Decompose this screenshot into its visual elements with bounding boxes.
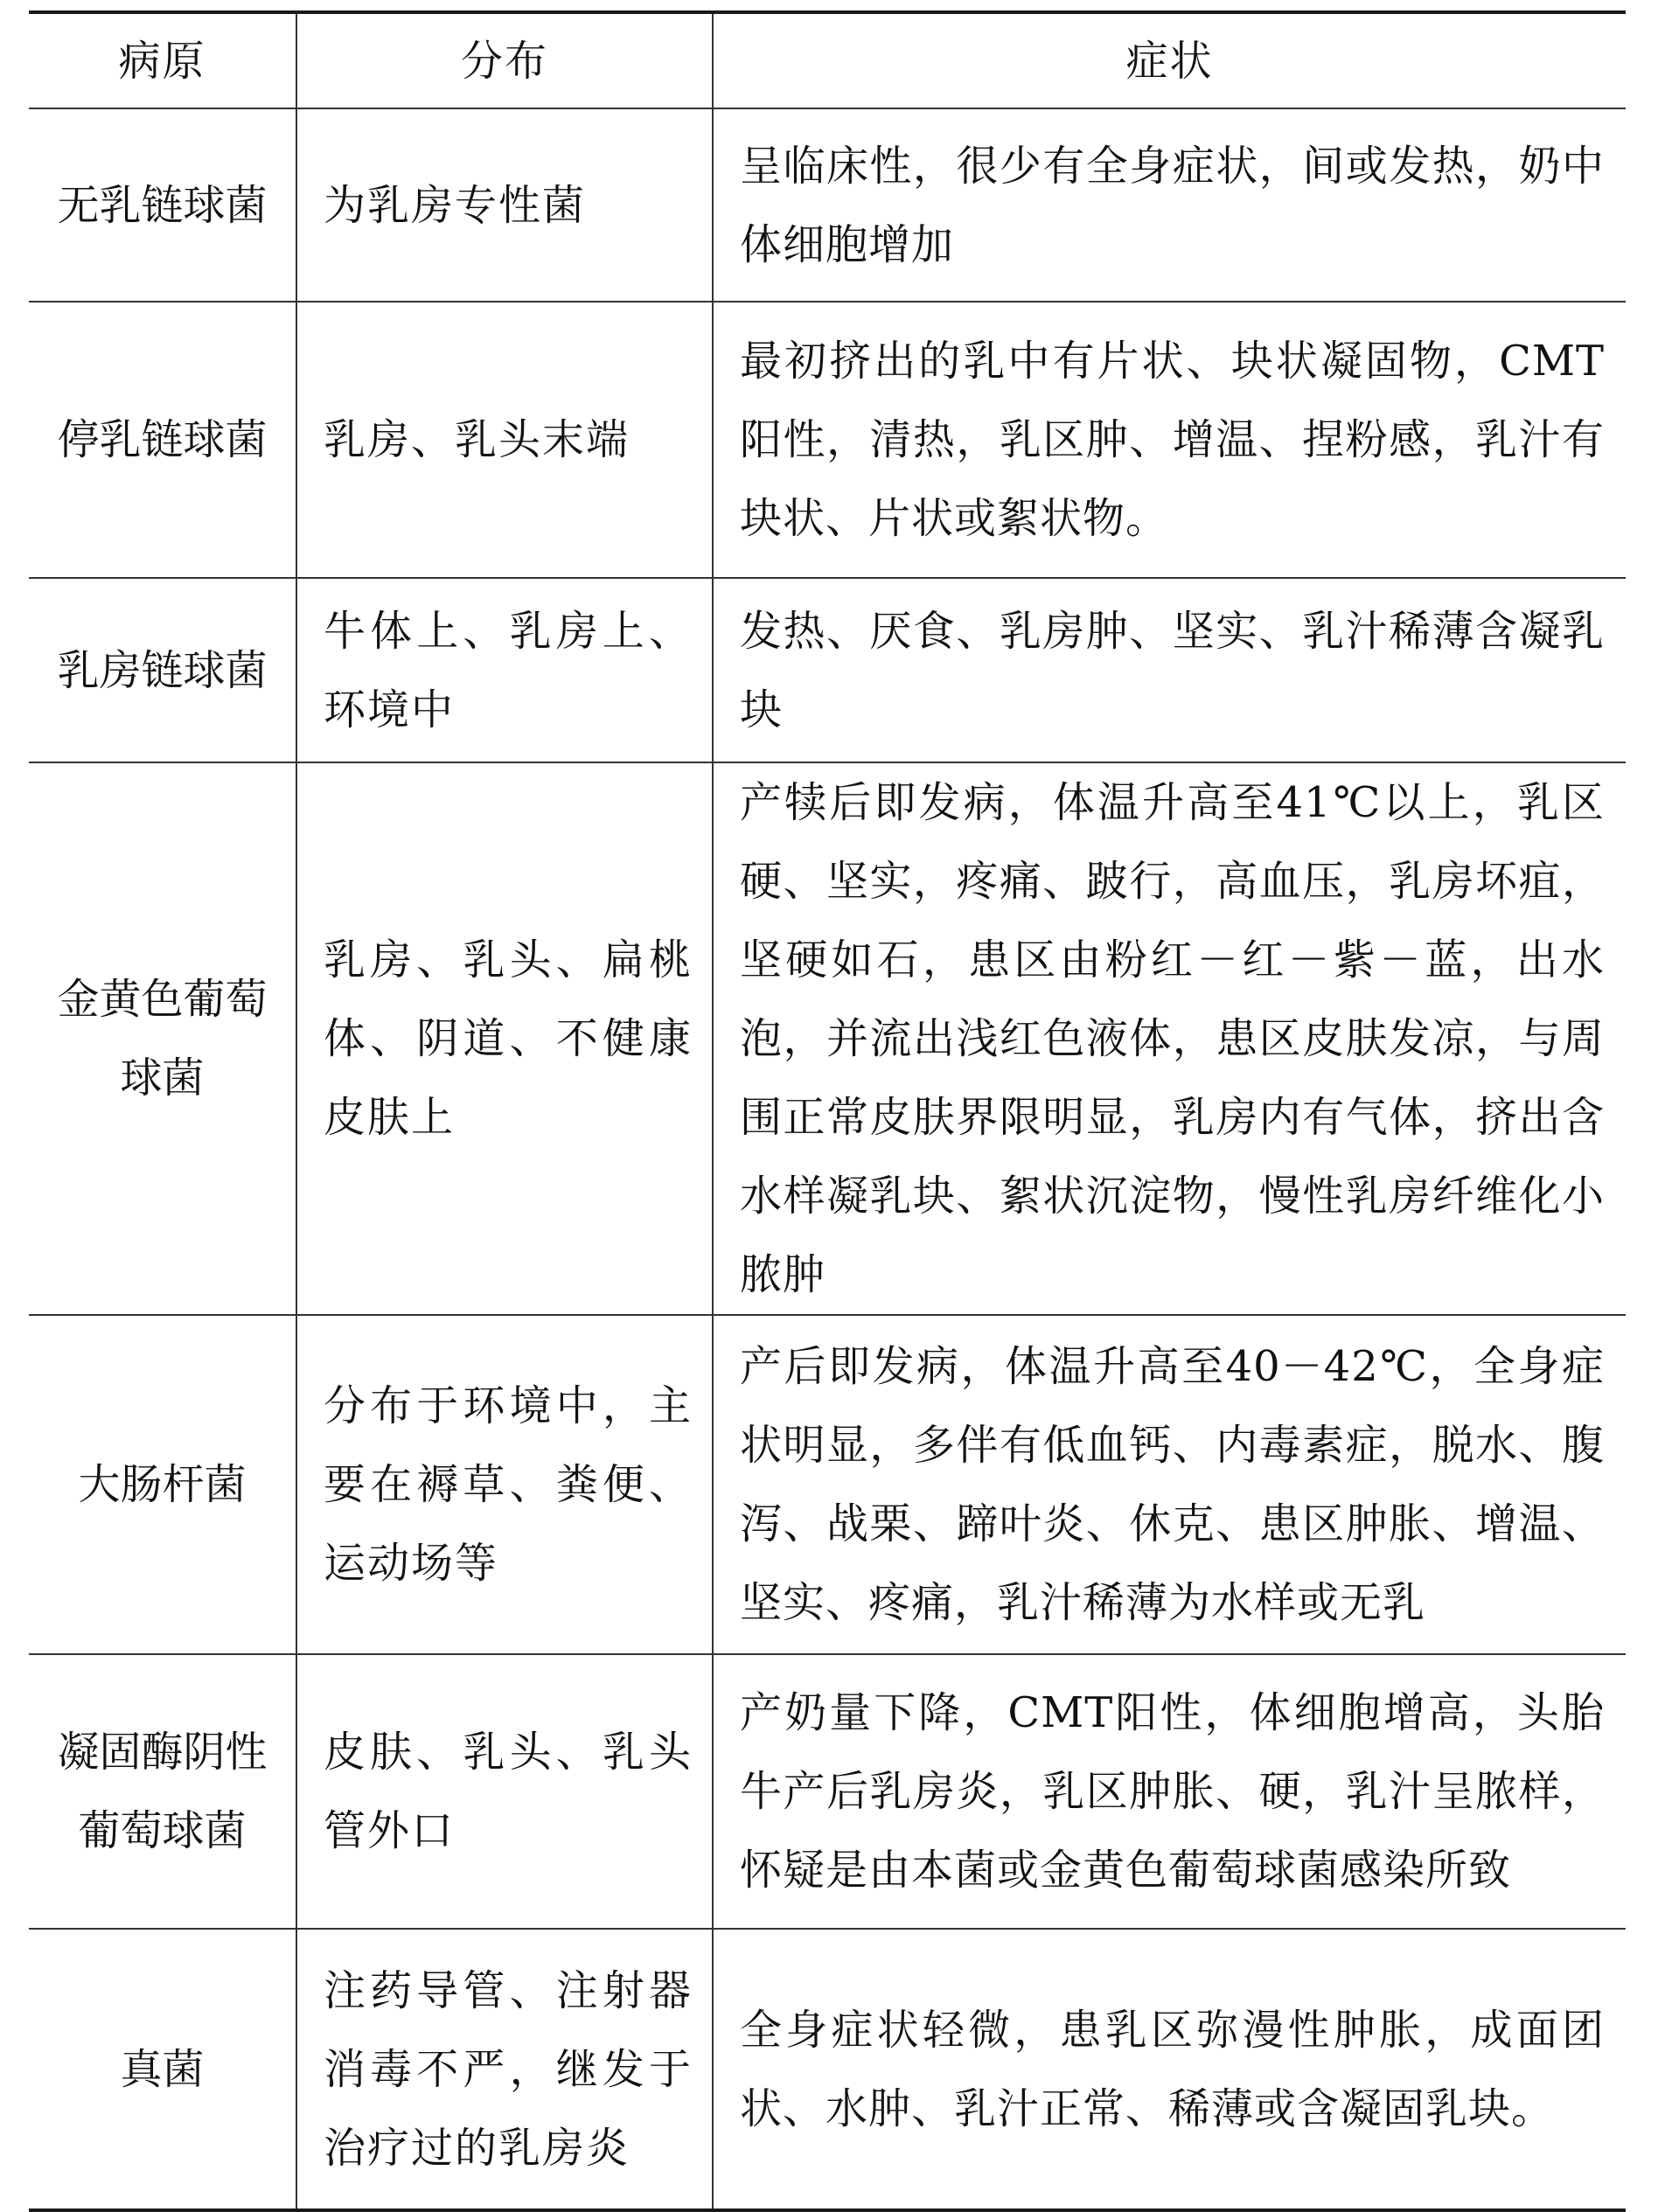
table-row	[29, 1315, 1626, 1654]
symptoms-cell: 最初挤出的乳中有片状、块状凝固物，CMT阳性，清热，乳区肿、增温、捏粉感，乳汁有块状、片状或絮状物。	[713, 302, 1626, 578]
pathogen-table	[29, 10, 1626, 2212]
distribution-cell: 注药导管、注射器消毒不严，继发于治疗过的乳房炎	[296, 1929, 713, 2210]
symptoms-cell: 产奶量下降，CMT阳性，体细胞增高，头胎牛产后乳房炎，乳区肿胀、硬，乳汁呈脓样，怀疑是由本菌或金黄色葡萄球菌感染所致	[713, 1654, 1626, 1929]
table-row	[29, 302, 1626, 578]
pathogen-cell: 无乳链球菌	[29, 108, 296, 302]
table-row	[29, 762, 1626, 1315]
distribution-cell: 乳房、乳头、扁桃体、阴道、不健康皮肤上	[296, 762, 713, 1315]
distribution-cell: 乳房、乳头末端	[296, 302, 713, 578]
symptoms-cell: 产后即发病，体温升高至40－42℃，全身症状明显，多伴有低血钙、内毒素症，脱水、腹泻、战栗、蹄叶炎、休克、患区肿胀、增温、坚实、疼痛，乳汁稀薄为水样或无乳	[713, 1315, 1626, 1654]
table-row	[29, 108, 1626, 302]
distribution-cell: 皮肤、乳头、乳头管外口	[296, 1654, 713, 1929]
symptoms-cell: 呈临床性，很少有全身症状，间或发热，奶中体细胞增加	[713, 108, 1626, 302]
header-distribution: 分布	[296, 12, 713, 108]
distribution-cell: 牛体上、乳房上、环境中	[296, 578, 713, 762]
header-pathogen: 病原	[29, 12, 296, 108]
pathogen-cell: 乳房链球菌	[29, 578, 296, 762]
header-row	[29, 12, 1626, 108]
table-row	[29, 1654, 1626, 1929]
distribution-cell: 分布于环境中，主要在褥草、粪便、运动场等	[296, 1315, 713, 1654]
header-symptoms: 症状	[713, 12, 1626, 108]
pathogen-cell: 停乳链球菌	[29, 302, 296, 578]
pathogen-cell: 凝固酶阴性葡萄球菌	[29, 1654, 296, 1929]
pathogen-cell: 金黄色葡萄球菌	[29, 762, 296, 1315]
symptoms-cell: 发热、厌食、乳房肿、坚实、乳汁稀薄含凝乳块	[713, 578, 1626, 762]
pathogen-cell: 真菌	[29, 1929, 296, 2210]
pathogen-cell: 大肠杆菌	[29, 1315, 296, 1654]
symptoms-cell: 产犊后即发病，体温升高至41℃以上，乳区硬、坚实，疼痛、跛行，高血压，乳房坏疽，坚硬如石，患区由粉红－红－紫－蓝，出水泡，并流出浅红色液体，患区皮肤发凉，与周围正常皮肤界限明显，乳房内有气体，挤出含水样凝乳块、絮状沉淀物，慢性乳房纤维化小脓肿	[713, 762, 1626, 1315]
table-row	[29, 578, 1626, 762]
distribution-cell: 为乳房专性菌	[296, 108, 713, 302]
table-row	[29, 1929, 1626, 2210]
symptoms-cell: 全身症状轻微，患乳区弥漫性肿胀，成面团状、水肿、乳汁正常、稀薄或含凝固乳块。	[713, 1929, 1626, 2210]
